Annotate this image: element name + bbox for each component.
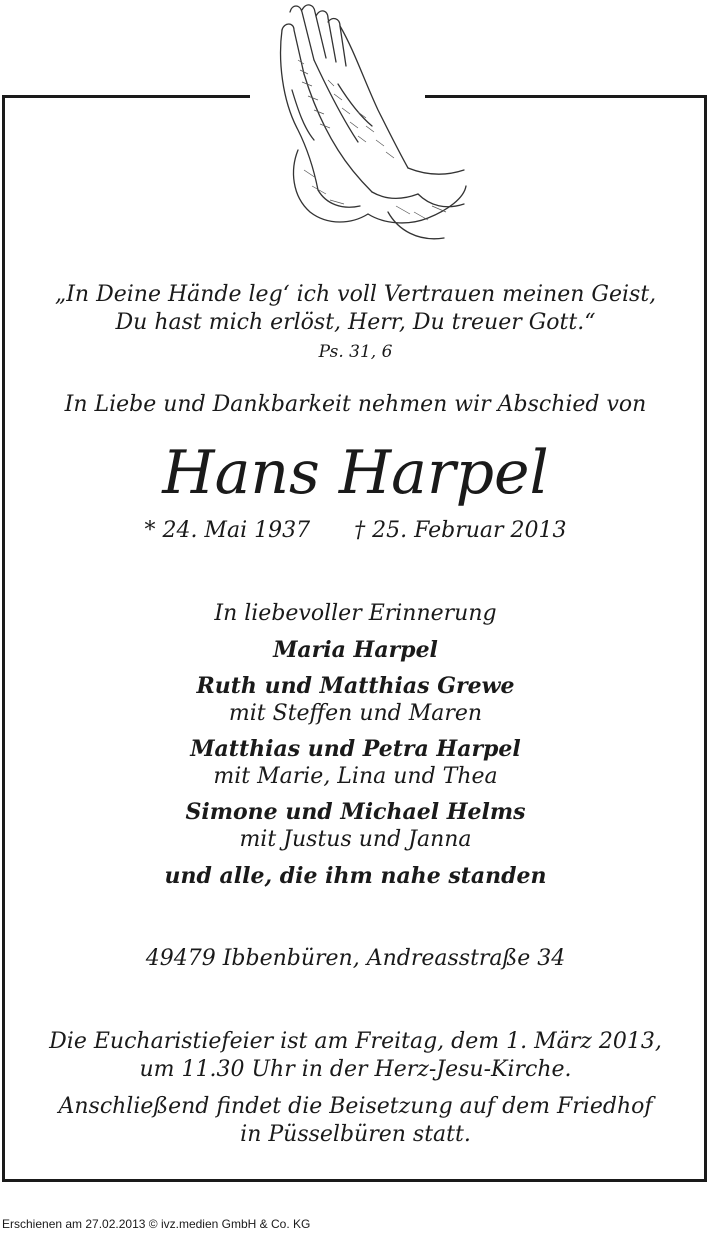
service-line-2: um 11.30 Uhr in der Herz-Jesu-Kirche.: [139, 1057, 572, 1082]
mourner-children: mit Marie, Lina und Thea: [213, 764, 498, 789]
verse-reference: Ps. 31, 6: [318, 342, 393, 362]
service-line-4: in Püsselbüren statt.: [240, 1122, 471, 1147]
family-address: 49479 Ibbenbüren, Andreasstraße 34: [145, 946, 566, 971]
mourner-family: Ruth und Matthias Grewe: [196, 673, 515, 699]
farewell-intro: In Liebe und Dankbarkeit nehmen wir Abschied von: [64, 392, 647, 417]
mourner-family: Simone und Michael Helms: [185, 799, 526, 825]
death-date: † 25. Februar 2013: [354, 518, 567, 543]
mourner-family: Matthias und Petra Harpel: [190, 736, 521, 762]
mourners-closing: und alle, die ihm nahe standen: [164, 863, 547, 889]
praying-hands-icon: [268, 0, 468, 246]
mourner-children: mit Justus und Janna: [239, 827, 472, 852]
verse-line-2: Du hast mich erlöst, Herr, Du treuer Gott.“: [115, 310, 596, 335]
mourner-children: mit Steffen und Maren: [228, 701, 483, 726]
life-dates: [0, 518, 711, 544]
service-line-1: Die Eucharistiefeier ist am Freitag, dem 1. März 2013,: [49, 1029, 662, 1054]
mourner-family: Maria Harpel: [273, 637, 438, 663]
service-line-3: Anschließend findet die Beisetzung auf dem Friedhof: [58, 1094, 653, 1119]
birth-date: * 24. Mai 1937: [144, 518, 311, 543]
deceased-name: Hans Harpel: [162, 438, 549, 508]
verse-line-1: „In Deine Hände leg‘ ich voll Vertrauen meinen Geist,: [54, 282, 657, 307]
mourners-heading: In liebevoller Erinnerung: [214, 601, 497, 626]
publication-footer: Erschienen am 27.02.2013 © ivz.medien GmbH & Co. KG: [2, 1217, 311, 1231]
